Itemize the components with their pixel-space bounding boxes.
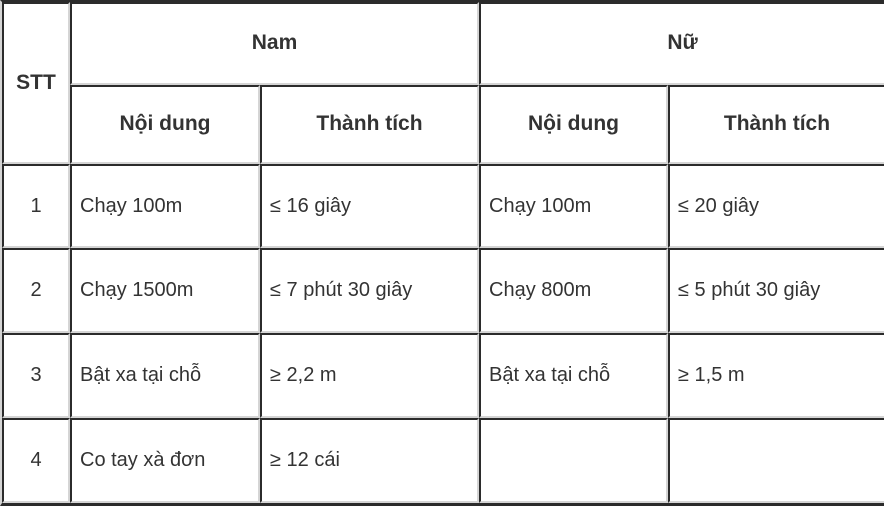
cell-nu-thanh-tich: ≤ 20 giây: [668, 164, 884, 249]
cell-nu-thanh-tich: ≤ 5 phút 30 giây: [668, 248, 884, 333]
cell-stt: 3: [2, 333, 70, 418]
cell-stt: 4: [2, 418, 70, 503]
table-header-row-subcolumns: [2, 85, 884, 164]
cell-nam-thanh-tich: ≤ 16 giây: [260, 164, 479, 249]
cell-nam-noi-dung: Chạy 100m: [70, 164, 260, 249]
cell-nu-thanh-tich: ≥ 1,5 m: [668, 333, 884, 418]
header-nam-thanh-tich: Thành tích: [260, 85, 479, 164]
header-nu-thanh-tich: Thành tích: [668, 85, 884, 164]
cell-stt: 2: [2, 248, 70, 333]
header-nam-noi-dung: Nội dung: [70, 85, 260, 164]
table-row: [2, 164, 884, 249]
cell-stt: 1: [2, 164, 70, 249]
table-row: [2, 248, 884, 333]
table-header-row-groups: [2, 2, 884, 85]
table-row: [2, 333, 884, 418]
cell-nam-thanh-tich: ≥ 12 cái: [260, 418, 479, 503]
header-group-nu: Nữ: [479, 2, 884, 85]
cell-nam-noi-dung: Bật xa tại chỗ: [70, 333, 260, 418]
header-nu-noi-dung: Nội dung: [479, 85, 668, 164]
cell-nam-noi-dung: Chạy 1500m: [70, 248, 260, 333]
cell-nu-noi-dung: [479, 418, 668, 503]
cell-nam-thanh-tich: ≥ 2,2 m: [260, 333, 479, 418]
cell-nam-thanh-tich: ≤ 7 phút 30 giây: [260, 248, 479, 333]
cell-nu-noi-dung: Chạy 100m: [479, 164, 668, 249]
cell-nu-noi-dung: Chạy 800m: [479, 248, 668, 333]
header-stt: STT: [2, 2, 70, 164]
cell-nam-noi-dung: Co tay xà đơn: [70, 418, 260, 503]
header-group-nam: Nam: [70, 2, 479, 85]
table-row: [2, 418, 884, 503]
cell-nu-thanh-tich: [668, 418, 884, 503]
cell-nu-noi-dung: Bật xa tại chỗ: [479, 333, 668, 418]
